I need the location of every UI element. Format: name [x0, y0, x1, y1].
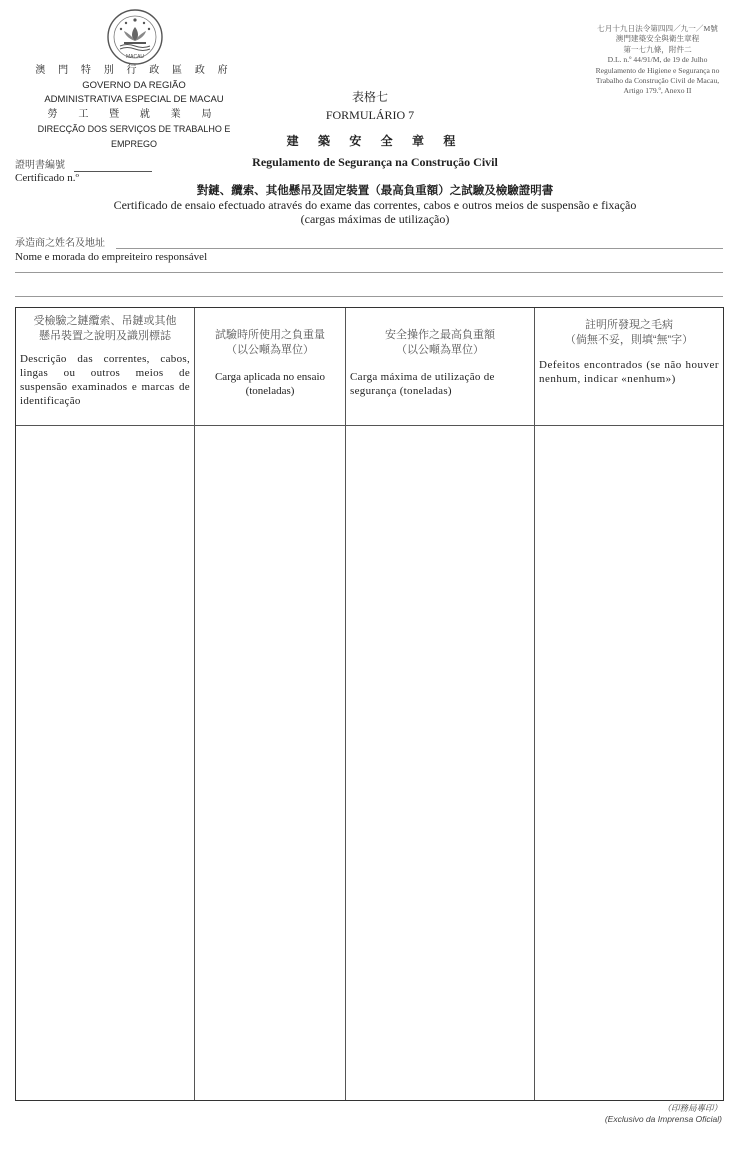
legal-ref-line: 澳門建築安全與衛生章程: [615, 34, 700, 44]
description-cell[interactable]: [16, 426, 194, 1100]
contractor-section: [15, 237, 725, 264]
form-number-cjk: 表格七: [351, 90, 388, 104]
certificate-label-pt: Certificado n.º: [15, 172, 79, 184]
macau-emblem: [106, 8, 164, 66]
document-title-pt-1: Certificado de ensaio efectuado através do exame das correntes, cabos e outros meios de suspensão e fixação: [113, 198, 637, 212]
svg-text:MACAU: MACAU: [125, 54, 145, 60]
column-header-cjk: 安全操作之最高負重額: [385, 329, 495, 341]
contractor-label-cjk: 承造商之姓名及地址: [15, 238, 105, 249]
contractor-field-line[interactable]: [15, 272, 723, 273]
column-header-description: [16, 308, 194, 425]
regulation-title-cjk: 建 築 安 全 章 程: [286, 134, 464, 148]
legal-ref-line: Regulamento de Higiene e Segurança no: [595, 65, 720, 75]
legal-reference: [575, 24, 740, 97]
printing-note-pt: (Exclusivo da Imprensa Oficial): [604, 1114, 722, 1124]
regulation-title: [180, 132, 570, 170]
column-header-cjk: （倘無不妥，則填“無”字）: [564, 334, 694, 346]
legal-ref-line: Trabalho da Construção Civil de Macau,: [595, 76, 720, 86]
certificate-number-field[interactable]: [74, 171, 152, 172]
dept-name-pt: DIRECÇÃO DOS SERVIÇOS DE TRABALHO E EMPREGO: [37, 124, 231, 149]
contractor-field-line[interactable]: [116, 248, 723, 249]
gov-name-pt-1: GOVERNO DA REGIÃO: [82, 79, 186, 91]
contractor-field-line[interactable]: [15, 296, 723, 297]
column-header-pt: Defeitos encontrados (se não houver nenhum, indicar «nenhum»): [539, 359, 719, 385]
column-header-cjk: 試驗時所使用之負重量: [215, 329, 325, 341]
gov-name-cjk: 澳 門 特 別 行 政 區 政 府: [35, 65, 233, 76]
column-header-cjk: 受檢驗之鏈纜索、吊鏈或其他: [33, 315, 177, 327]
contractor-label-pt: Nome e morada do empreiteiro responsável: [15, 250, 208, 263]
form-number: [310, 88, 430, 124]
document-title: [20, 184, 730, 226]
inspection-table: [15, 307, 724, 1101]
legal-ref-line: Artigo 179.º, Anexo II: [623, 86, 692, 96]
printing-note-cjk: （印務局專印）: [662, 1103, 722, 1113]
max-load-cell[interactable]: [346, 426, 534, 1100]
column-header-max-load: [346, 308, 534, 425]
certificate-number: [15, 159, 79, 185]
column-header-cjk: （以公噸為單位）: [396, 344, 484, 356]
column-header-cjk: （以公噸為單位）: [226, 344, 314, 356]
regulation-title-pt: Regulamento de Segurança na Construção Civil: [252, 155, 498, 169]
document-title-cjk: 對鏈、纜索、其他懸吊及固定裝置（最高負重額）之試驗及檢驗證明書: [196, 185, 554, 197]
dept-name-cjk: 勞 工 暨 就 業 局: [47, 108, 221, 120]
certificate-label-cjk: 證明書編號: [15, 160, 65, 171]
gov-name-pt-2: ADMINISTRATIVA ESPECIAL DE MACAU: [44, 94, 224, 105]
document-title-pt-2: (cargas máximas de utilização): [300, 212, 450, 226]
column-header-defects: [535, 308, 723, 425]
legal-ref-line: 第一七九條，附件二: [623, 44, 692, 54]
form-number-pt: FORMULÁRIO 7: [325, 108, 415, 122]
column-header-test-load: [195, 308, 345, 425]
column-header-cjk: 註明所發現之毛病: [585, 319, 673, 331]
legal-ref-line: 七月十九日法令第四四／九一／M號: [597, 24, 718, 33]
column-header-cjk: 懸吊裝置之說明及識別標誌: [39, 330, 171, 342]
column-header-pt: Descrição das correntes, cabos, lingas ou outros meios de suspensão examinados e marcas de identificação: [20, 353, 190, 407]
defects-cell[interactable]: [535, 426, 723, 1100]
column-header-pt: Carga máxima de utilização de segurança (toneladas): [350, 371, 495, 397]
legal-ref-line: D.L. n.º 44/91/M, de 19 de Julho: [607, 55, 708, 65]
printing-office-note: [560, 1103, 722, 1125]
test-load-cell[interactable]: [195, 426, 345, 1100]
column-header-pt: Carga aplicada no ensaio (toneladas): [214, 371, 326, 397]
